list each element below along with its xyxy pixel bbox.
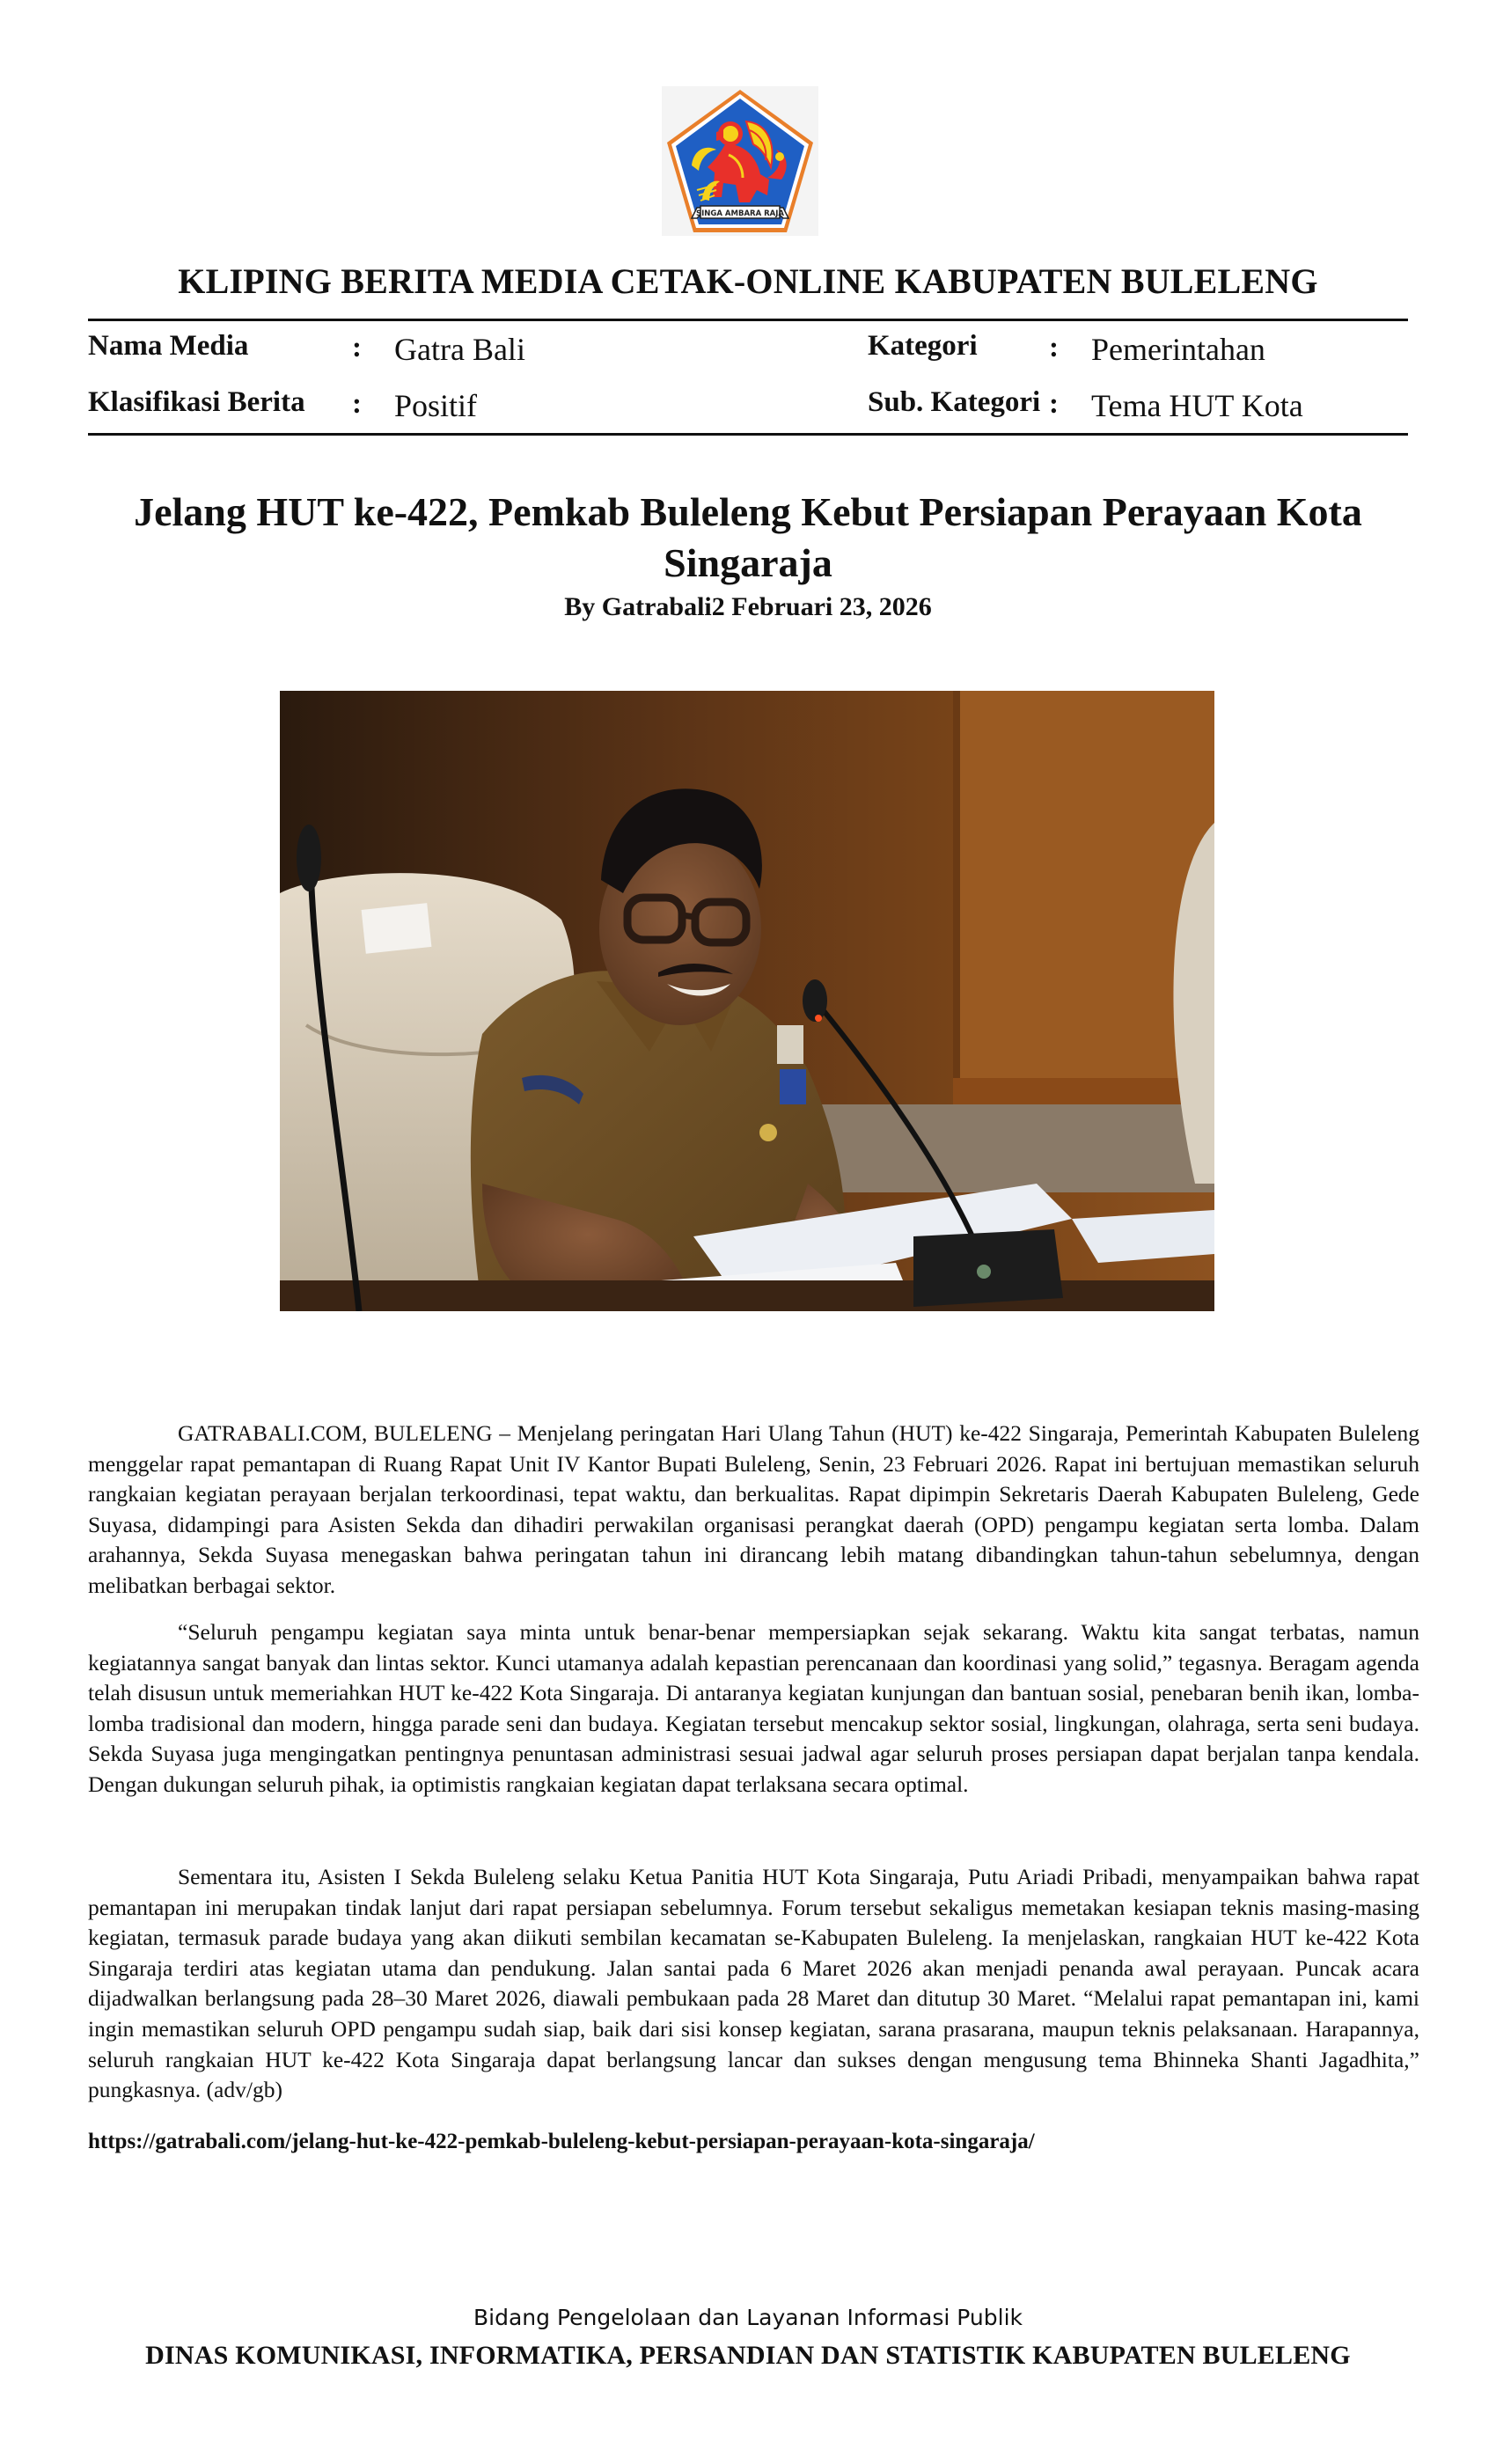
article-photo: [280, 691, 1214, 1311]
meta-value-klasifikasi-berita: Positif: [394, 388, 478, 423]
meta-separator: :: [1049, 332, 1059, 363]
meta-value-nama-media: Gatra Bali: [394, 332, 525, 367]
meta-label-sub-kategori: Sub. Kategori: [868, 386, 1041, 418]
meta-separator: :: [352, 332, 362, 363]
header-rule-bottom: [88, 433, 1408, 436]
meta-separator: :: [1049, 388, 1059, 420]
article-paragraph: GATRABALI.COM, BULELENG – Menjelang peringatan Hari Ulang Tahun (HUT) ke-422 Singaraja, Pemerintah Kabupaten Buleleng menggelar rapat pemantapan di Ruang Rapat Unit IV Kantor Bupati Buleleng, Senin, 23 Februari 2026. Rapat ini bertujuan memastikan seluruh rangkaian kegiatan perayaan berjalan terkoordinasi, tepat waktu, dan berkualitas. Rapat dipimpin Sekretaris Daerah Kabupaten Buleleng, Gede Suyasa, didampingi para Asisten Sekda dan dihadiri perwakilan organisasi perangkat daerah (OPD) pengampu kegiatan serta lomba. Dalam arahannya, Sekda Suyasa menegaskan bahwa peringatan tahun ini dirancang lebih matang dibandingkan tahun-tahun sebelumnya, dengan melibatkan berbagai sektor.: [88, 1420, 1419, 1598]
footer-subtitle: Bidang Pengelolaan dan Layanan Informasi Publik: [473, 2305, 1023, 2330]
meta-label-nama-media: Nama Media: [88, 330, 249, 362]
article-byline: By Gatrabali2 Februari 23, 2026: [564, 592, 932, 621]
meta-label-klasifikasi-berita: Klasifikasi Berita: [88, 386, 305, 418]
meta-separator: :: [352, 388, 362, 420]
masthead-title: KLIPING BERITA MEDIA CETAK-ONLINE KABUPATEN BULELENG: [178, 261, 1318, 301]
meta-label-kategori: Kategori: [868, 330, 978, 362]
article-headline: Jelang HUT ke-422, Pemkab Buleleng Kebut Persiapan Perayaan Kota Singaraja: [134, 489, 1362, 585]
logo-motto: SINGA AMBARA RAJA: [696, 209, 784, 218]
footer-organization: DINAS KOMUNIKASI, INFORMATIKA, PERSANDIAN DAN STATISTIK KABUPATEN BULELENG: [145, 2341, 1351, 2370]
source-url-link[interactable]: https://gatrabali.com/jelang-hut-ke-422-pemkab-buleleng-kebut-persiapan-perayaan-kota-singaraja/: [88, 2130, 1035, 2153]
buleleng-coat-of-arms-icon: [662, 86, 818, 236]
meta-value-sub-kategori: Tema HUT Kota: [1091, 388, 1303, 423]
header-rule-top: [88, 319, 1408, 321]
article-paragraph: Sementara itu, Asisten I Sekda Buleleng selaku Ketua Panitia HUT Kota Singaraja, Putu Ariadi Pribadi, menyampaikan bahwa rapat pemantapan ini merupakan tindak lanjut dari rapat persiapan sebelumnya. Forum tersebut sekaligus memetakan kesiapan teknis masing-masing kegiatan, termasuk parade budaya yang akan diikuti sembilan kecamatan se-Kabupaten Buleleng. Ia menjelaskan, rangkaian HUT ke-422 Kota Singaraja terdiri atas kegiatan utama dan pendukung. Jalan santai pada 6 Maret 2026 akan menjadi penanda awal perayaan. Puncak acara dijadwalkan berlangsung pada 28–30 Maret 2026, diawali pembukaan pada 28 Maret dan ditutup 30 Maret. “Melalui rapat pemantapan ini, kami ingin memastikan seluruh OPD pengampu sudah siap, baik dari sisi konsep kegiatan, sarana prasarana, maupun teknis pelaksanaan. Harapannya, seluruh rangkaian HUT ke-422 Kota Singaraja dapat berlangsung lancar dan sukses dengan mengusung tema Bhinneka Shanti Jagadhita,” pungkasnya. (adv/gb): [88, 1864, 1419, 2103]
article-paragraph: “Seluruh pengampu kegiatan saya minta untuk benar-benar mempersiapkan sejak sekarang. Waktu kita sangat terbatas, namun kegiatannya sangat banyak dan lintas sektor. Kunci utamanya adalah kepastian perencanaan dan koordinasi yang solid,” tegasnya. Beragam agenda telah disusun untuk memeriahkan HUT ke-422 Kota Singaraja. Di antaranya kegiatan kunjungan dan bantuan sosial, penebaran benih ikan, lomba-lomba tradisional dan modern, hingga parade seni dan budaya. Kegiatan tersebut mencakup sektor sosial, lingkungan, olahraga, serta seni budaya. Sekda Suyasa juga mengingatkan pentingnya penuntasan administrasi sesuai jadwal agar seluruh proses persiapan dapat berjalan tanpa kendala. Dengan dukungan seluruh pihak, ia optimistis rangkaian kegiatan dapat terlaksana secara optimal.: [88, 1619, 1419, 1797]
meta-value-kategori: Pemerintahan: [1091, 332, 1265, 367]
meeting-photo-illustration: [280, 691, 1214, 1311]
